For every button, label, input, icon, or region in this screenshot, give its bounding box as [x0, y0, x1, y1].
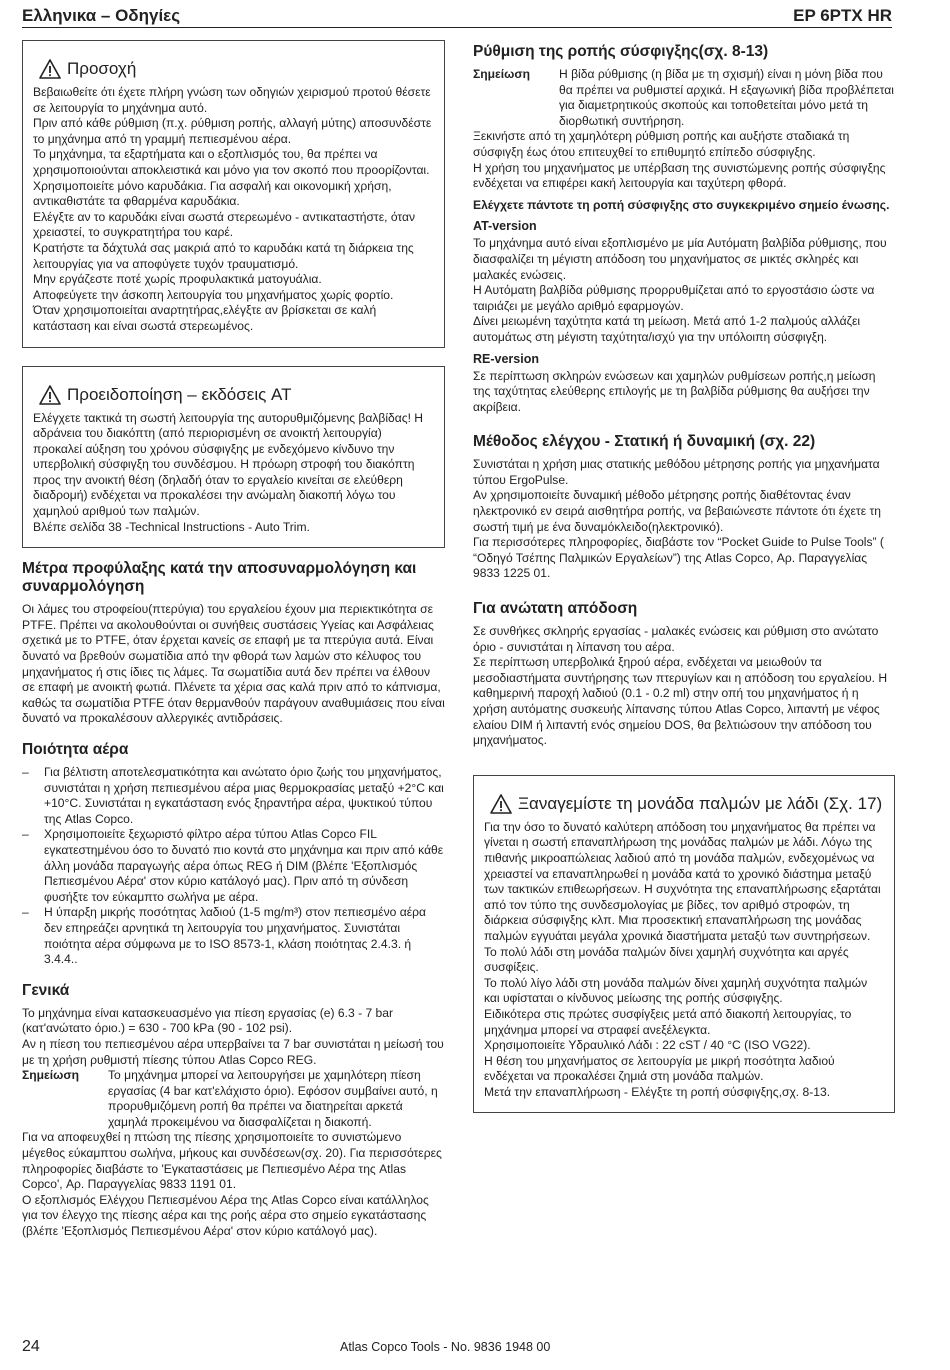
air-item-text: Για βέλτιστη αποτελεσματικότητα και ανώτατο όριο ζωής του μηχανήματος, συνιστάται η χρήση πεπιεσμένου αέρα μιας θερμοκρασίας μεταξύ +2°C και +10°C. Συνιστάται η εγκατάσταση ενός ξηραντήρα αέρα, ψυκτικού τύπου της Atlas Copco. — [44, 765, 444, 826]
caution-line: Αποφεύγετε την άσκοπη λειτουργία του μηχανήματος χωρίς φορτίο. — [33, 287, 394, 302]
perf-p2: Σε περίπτωση υπερβολικά ξηρού αέρα, ενδέχεται να μειωθούν τα μεσοδιαστήματα συντήρησης των πτερυγίων και η απόδοση του εργαλείου. Η καθημερινή παροχή λαδιού (0.1 - 0.2 ml) στην οπή του μηχανήματος ή η χρήση αυτόματης συσκευής λίπανσης τύπου Atlas Copco, λιπαντή με νέφος ελαίου DIM ή λιπαντή ενός σημείου DOS, θα βελτιώσουν την απόδοση του μηχανήματος. — [473, 655, 888, 748]
caution-line: Πριν από κάθε ρύθμιση (π.χ. ρύθμιση ροπής, αλλαγή μύτης) αποσυνδέστε το μηχάνημα από τη γραμμή πεπιεσμένου αέρα. — [33, 116, 432, 146]
warning-title — [33, 385, 434, 405]
general-p4: Ο εξοπλισμός Ελέγχου Πεπιεσμένου Αέρα της Atlas Copco είναι κατάλληλος για τον έλεγχο της πίεσης αέρα και της ροής αέρα στο σημείο εγκατάστασης (βλέπε 'Εξοπλισμός Πεπιεσμένου Αέρα' στον κύριο κατάλογό μας). — [22, 1192, 429, 1239]
warning-triangle-icon — [490, 794, 512, 814]
caution-box — [22, 40, 445, 348]
refill-line: Για την όσο το δυνατό καλύτερη απόδοση του μηχανήματος θα πρέπει να γίνεται η σωστή επαναπλήρωση της μονάδας παλμών με λάδι. Λόγω της πιθανής μικροαπώλειας λαδιού από τη μονάδα παλμών, ενδεχομένως να χρειαστεί να επαναπληρωθεί η μονάδα κατά το χρονικό διάστημα μεταξύ των τακτικών επιθεωρήσεων. Η συχνότητα της επαναπλήρωσης εξαρτάται από τον τύπο της συνδεσμολογίας με βίδες, τον αριθμό στροφών, τη διάρκεια σύσφιγξης κλπ. Μια προσεκτική επαναπλήρωση της μονάδας παλμών εγγυάται μεγάλα χρονικά διαστήματα μεταξύ των συντηρήσεων. — [484, 819, 881, 943]
at-p3: Δίνει μειωμένη ταχύτητα κατά τη μείωση. Μετά από 1-2 παλμούς αλλάζει αυτομάτως στη μέγιστη ταχύτητα/ισχύ για την υπόλοιπη σύσφιγξη. — [473, 314, 861, 344]
general-p2: Αν η πίεση του πεπιεσμένου αέρα υπερβαίνει τα 7 bar συνιστάται η μείωσή του με τη χρήση ρυθμιστή πίεσης τύπου Atlas Copco REG. — [22, 1036, 444, 1067]
method-p2: Αν χρησιμοποιείτε δυναμική μέθοδο μέτρησης ροπής διαθέτοντας έναν ηλεκτρονικό εν σειρά αισθητήρα ροπής, να βεβαιώνεστε πάντοτε ότι έχετε τη σωστή τιμή με ένα δυναμόκλειδο(ηλεκτρονικό). — [473, 488, 881, 534]
note-label: Σημείωση — [22, 1068, 80, 1083]
header-language: Ελληνικα – Οδηγίες — [22, 6, 181, 25]
method-p1: Συνιστάται η χρήση μιας στατικής μεθόδου μέτρησης ροπής για μηχανήματα τύπου ErgoPulse. — [473, 457, 880, 487]
refill-line: Το πολύ λάδι στη μονάδα παλμών δίνει χαμηλή συχνότητα και αργές συσφίξεις. — [484, 944, 849, 975]
left-column — [22, 40, 445, 1240]
header-model: EP 6PTX HR — [793, 6, 892, 25]
refill-line: Η θέση του μηχανήματος σε λειτουργία με μικρή ποσότητα λαδιού ενδέχεται να προκαλέσει ζημιά στη μονάδα παλμών. — [484, 1053, 835, 1084]
air-item — [22, 765, 445, 827]
air-item — [22, 827, 445, 905]
warning-triangle-icon — [39, 385, 61, 405]
re-version-heading: RE-version — [473, 351, 539, 366]
general-p1: Το μηχάνημα είναι κατασκευασμένο για πίεση εργασίας (e) 6.3 - 7 bar (κατ'ανώτατο όριο.) = 630 - 700 kPa (90 - 102 psi). — [22, 1005, 394, 1036]
torque-p2: Η χρήση του μηχανήματος με υπέρβαση της συνιστώμενης ροπής σύσφιγξης ενδέχεται να επιφέρει κακή λειτουργία και ταχύτερη φθορά. — [473, 160, 886, 191]
at-p2: Η Αυτόματη βαλβίδα ρύθμισης προρρυθμίζεται από το εργοστάσιο ώστε να ταιριάζει με μεγάλο αριθμό εφαρμογών. — [473, 283, 875, 313]
note-text: Η βίδα ρύθμισης (η βίδα με τη σχισμή) είναι η μόνη βίδα που θα πρέπει να ρυθμιστεί αρχικά. Η εξαγωνική βίδα προβλέπεται για διαμετρητικούς σκοπούς και τοποθετείται μόνο μετά τη διορθωτική συντήρηση. — [559, 67, 894, 128]
caution-line: Όταν χρησιμοποιείται αναρτητήρας,ελέγξτε αν βρίσκεται σε καλή κατάσταση και είναι σωστά στερεωμένος. — [33, 303, 377, 333]
warning-box — [22, 366, 445, 549]
torque-bold-note: Ελέγχετε πάντοτε τη ροπή σύσφιγξης στο συγκεκριμένο σημείο ένωσης. — [473, 197, 890, 212]
ptfe-text: Οι λάμες του στροφείου(πτερύγια) του εργαλείου έχουν μια περιεκτικότητα σε PTFE. Πρέπει να ακολουθούνται οι συνήθεις συστάσεις Υγείας και Ασφάλειας σχετικά με το PTFE, όταν έρχεται κανείς σε επαφή με τα πτερύγια αυτά. Είναι δυνατό να βρεθούν σωματίδια από την φθορά των λαμών στο κέλυφος του μηχανήματος ή στις ίδιες τις λάμες. Τα σωματίδια αυτά δεν πρέπει να έλθουν σε επαφή με ανοικτή φωτιά. Πλένετε τα χέρια σας καλά πριν από το κάπνισμα, καθώς τα σωματίδια PTFE όταν θερμανθούν παράγουν αναθυμιάσεις που είναι δυνατό να προκαλέσουν αλλεργικές αντιδράσεις. — [22, 602, 445, 726]
air-item-text: Χρησιμοποιείτε ξεχωριστό φίλτρο αέρα τύπου Atlas Copco FIL εγκατεστημένου όσο το δυνατό πιο κοντά στο μηχάνημα και πριν από κάθε άλλη μονάδα παραγωγής αέρα όπως REG ή DIM (βλέπε 'Εξοπλισμός Πεπιεσμένου Αέρα' στον κύριο κατάλογό μας). Πριν από τη σύνδεση φυσήξτε τον εύκαμπτο σωλήνα με αέρα. — [44, 827, 444, 904]
at-version-heading: AT-version — [473, 219, 537, 234]
caution-line: Το μηχάνημα, τα εξαρτήματα και ο εξοπλισμός του, θα πρέπει να χρησιμοποιούνται αποκλειστικά και μόνο για τον σκοπό που προορίζονται. — [33, 147, 430, 177]
refill-line: Χρησιμοποιείτε Υδραυλικό Λάδι : 22 cST / 40 °C (ISO VG22). — [484, 1038, 811, 1053]
at-p1: Το μηχάνημα αυτό είναι εξοπλισμένο με μία Αυτόματη βαλβίδα ρύθμισης, που διασφαλίζει τη μέγιστη απόδοση του μηχανήματος σε μικτές σκληρές και μαλακές ενώσεις. — [473, 236, 887, 282]
warning-title-text: Προειδοποίηση – εκδόσεις AT — [67, 384, 292, 404]
caution-line: Βεβαιωθείτε ότι έχετε πλήρη γνώση των οδηγιών χειρισμού προτού θέσετε σε λειτουργία το μηχάνημα αυτό. — [33, 85, 431, 115]
dash-bullet: – — [22, 827, 29, 842]
caution-title-text: Προσοχή — [67, 59, 137, 78]
refill-box — [473, 775, 895, 1114]
caution-title — [33, 59, 434, 79]
torque-p1: Ξεκινήστε από τη χαμηλότερη ρύθμιση ροπής και αυξήστε σταδιακά τη σύσφιγξη έως ότου επιτευχθεί το επιθυμητό επίπεδο σύσφιγξης. — [473, 129, 850, 159]
refill-title — [484, 794, 884, 814]
air-quality-heading: Ποιότητα αέρα — [22, 741, 129, 758]
header-rule — [22, 27, 892, 28]
footer-reference: Atlas Copco Tools - No. 9836 1948 00 — [340, 1340, 551, 1354]
method-heading: Μέθοδος ελέγχου - Στατική ή δυναμική (σχ. 22) — [473, 433, 816, 451]
air-item — [22, 905, 445, 967]
air-item-text: Η ύπαρξη μικρής ποσότητας λαδιού (1-5 mg/m³) στον πεπιεσμένο αέρα δεν επηρεάζει αρνητικά τη λειτουργία του μηχανήματος. Συνιστάται ποιότητα αέρα σύμφωνα με το ISO 8573-1, κλάση ποιότητας 2.4.3. ή 3.4.4.. — [44, 905, 427, 967]
general-p3: Για να αποφευχθεί η πτώση της πίεσης χρησιμοποιείτε το συνιστώμενο μέγεθος εύκαμπτου σωλήνα, μήκους και συνδέσεων(σχ. 20). Για περισσότερες πληροφορίες διαβάστε το 'Εγκαταστάσεις με Πεπιεσμένο Αέρα της Atlas Copco', Αρ. Παραγγελίας 9833 1191 01. — [22, 1130, 442, 1192]
ptfe-heading: Μέτρα προφύλαξης κατά την αποσυναρμολόγηση και συναρμολόγηση — [22, 560, 417, 596]
warning-line: Βλέπε σελίδα 38 -Technical Instructions - Auto Trim. — [33, 519, 310, 534]
refill-line: Το πολύ λίγο λάδι στη μονάδα παλμών δίνει χαμηλή συχνότητα παλμών και υφίσταται ο κίνδυνος μείωσης της ροπής σύσφιγξης. — [484, 975, 868, 1006]
dash-bullet: – — [22, 905, 29, 920]
caution-line: Κρατήστε τα δάχτυλά σας μακριά από το καρυδάκι κατά τη διάρκεια της λειτουργίας για να αποφύγετε τυχόν τραυματισμό. — [33, 240, 414, 271]
general-heading: Γενικά — [22, 981, 70, 999]
caution-line: Χρησιμοποιείτε μόνο καρυδάκια. Για ασφαλή και οικονομική χρήση, αντικαθιστάτε τα φθαρμένα καρυδάκια. — [33, 178, 392, 209]
general-note — [22, 1068, 445, 1130]
refill-title-text: Ξαναγεμίστε τη μονάδα παλμών με λάδι (Σχ. 17) — [518, 793, 883, 813]
refill-line: Μετά την επαναπλήρωση - Ελέγξτε τη ροπή σύσφιγξης,σχ. 8-13. — [484, 1084, 831, 1099]
perf-p1: Σε συνθήκες σκληρής εργασίας - μαλακές ενώσεις και ρύθμιση στο ανώτατο όριο - συνιστάται η λίπανση του αέρα. — [473, 624, 879, 654]
warning-line: Ελέγχετε τακτικά τη σωστή λειτουργία της αυτορυθμιζόμενης βαλβίδας! Η αδράνεια του διακόπτη (από περιορισμένη σε ανοικτή λειτουργία) προκαλεί αύξηση του χρόνου σύσφιγξης με ενδεχόμενο κίνδυνο την υπερβολική σύσφιγξη του συνδέσμου. Η πρόωρη στροφή του διακόπτη προς την ανοικτή θέση (δηλαδή όταν το εργαλείο κινείται σε ελεύθερη διαδρομή) ενδέχεται να προκαλέσει την ανώμαλη διακοπή λόγω του χαμηλού αριθμού των παλμών. — [33, 410, 424, 519]
note-label: Σημείωση — [473, 67, 531, 81]
right-column — [473, 40, 895, 1131]
refill-line: Ειδικότερα στις πρώτες συσφίγξεις μετά από διακοπή λειτουργίας, το μηχάνημα μπορεί να στραφεί ανεξέλεγκτα. — [484, 1006, 852, 1037]
torque-heading: Ρύθμιση της ροπής σύσφιγξης(σχ. 8-13) — [473, 43, 769, 60]
method-p3: Για περισσότερες πληροφορίες, διαβάστε τον “Pocket Guide to Pulse Tools” ( “Οδηγό Τσέπης Παλμικών Εργαλείων”) της Atlas Copco, Αρ. Παραγγελίας 9833 1225 01. — [473, 535, 884, 581]
perf-heading: Για ανώτατη απόδοση — [473, 600, 638, 618]
caution-line: Ελέγξτε αν το καρυδάκι είναι σωστά στερεωμένο - αντικαταστήστε, όταν χρειαστεί, το συγκρατητήρα του καρέ. — [33, 209, 416, 240]
warning-triangle-icon — [39, 59, 61, 79]
torque-note — [473, 67, 895, 129]
re-p: Σε περίπτωση σκληρών ενώσεων και χαμηλών ρυθμίσεων ροπής,η μείωση της ταχύτητας ελεύθερης επιλογής με τη βαλβίδα ρύθμισης θα αυξήσει την ακρίβεια. — [473, 368, 876, 414]
note-text: Το μηχάνημα μπορεί να λειτουργήσει με χαμηλότερη πίεση εργασίας (4 bar κατ'ελάχιστο όριο). Εφόσον συμβαίνει αυτό, η προρυθμιζόμενη ροπή θα πρέπει να διατηρείται αρκετά χαμηλά προκειμένου να διασφαλίζεται η διακοπή. — [108, 1068, 438, 1129]
dash-bullet: – — [22, 765, 29, 779]
page-number: 24 — [22, 1338, 40, 1355]
caution-line: Μην εργάζεστε ποτέ χωρίς προφυλακτικά ματογυάλια. — [33, 272, 322, 287]
